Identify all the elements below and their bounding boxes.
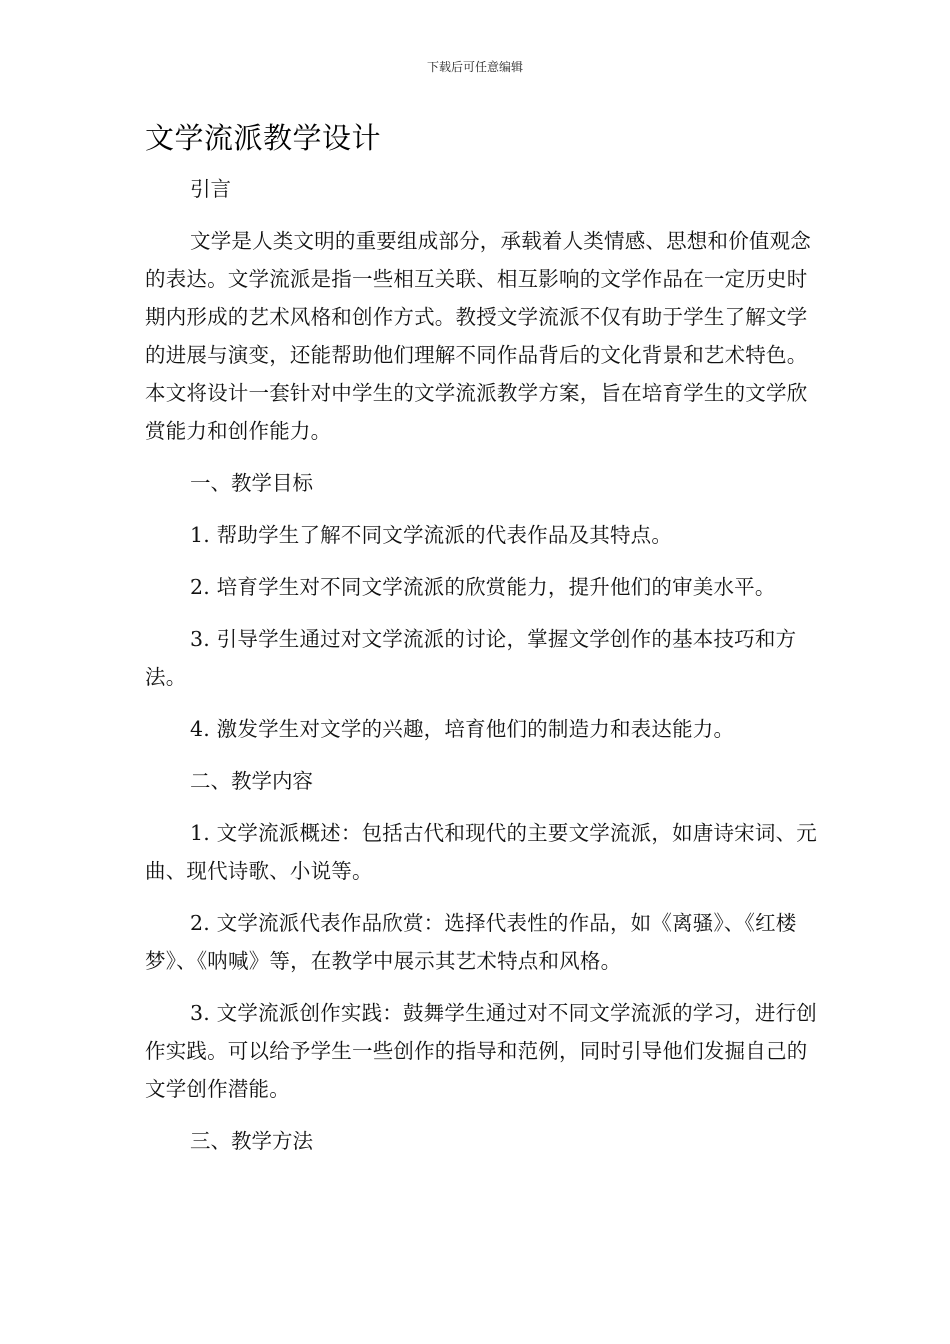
- objective-item: 4. 激发学生对文学的兴趣，培育他们的制造力和表达能力。: [190, 717, 735, 741]
- content-item: 2. 文学流派代表作品欣赏：选择代表性的作品，如《离骚》、《红楼梦》、《呐喊》等，在教学中展示其艺术特点和风格。: [145, 911, 797, 973]
- section1-heading: 一、教学目标: [190, 471, 313, 495]
- document-title: 文学流派教学设计: [145, 121, 382, 155]
- header-note: 下载后可任意编辑: [426, 60, 523, 74]
- content-item: 1. 文学流派概述：包括古代和现代的主要文学流派，如唐诗宋词、元曲、现代诗歌、小说等。: [145, 821, 817, 883]
- intro-paragraph: 文学是人类文明的重要组成部分，承载着人类情感、思想和价值观念的表达。文学流派是指一些相互关联、相互影响的文学作品在一定历史时期内形成的艺术风格和创作方式。教授文学流派不仅有助于学生了解文学的进展与演变，还能帮助他们理解不同作品背后的文化背景和艺术特色。本文将设计一套针对中学生的文学流派教学方案，旨在培育学生的文学欣赏能力和创作能力。: [145, 229, 811, 443]
- objective-item: 1. 帮助学生了解不同文学流派的代表作品及其特点。: [190, 523, 673, 547]
- section2-heading: 二、教学内容: [190, 769, 313, 793]
- content-item: 3. 文学流派创作实践：鼓舞学生通过对不同文学流派的学习，进行创作实践。可以给予学生一些创作的指导和范例，同时引导他们发掘自己的文学创作潜能。: [145, 1001, 817, 1101]
- document-body: [145, 170, 825, 1160]
- section3-heading: 三、教学方法: [190, 1129, 313, 1153]
- intro-heading: 引言: [190, 177, 231, 201]
- objective-item: 2. 培育学生对不同文学流派的欣赏能力，提升他们的审美水平。: [190, 575, 776, 599]
- objective-item: 3. 引导学生通过对文学流派的讨论，掌握文学创作的基本技巧和方法。: [145, 627, 797, 689]
